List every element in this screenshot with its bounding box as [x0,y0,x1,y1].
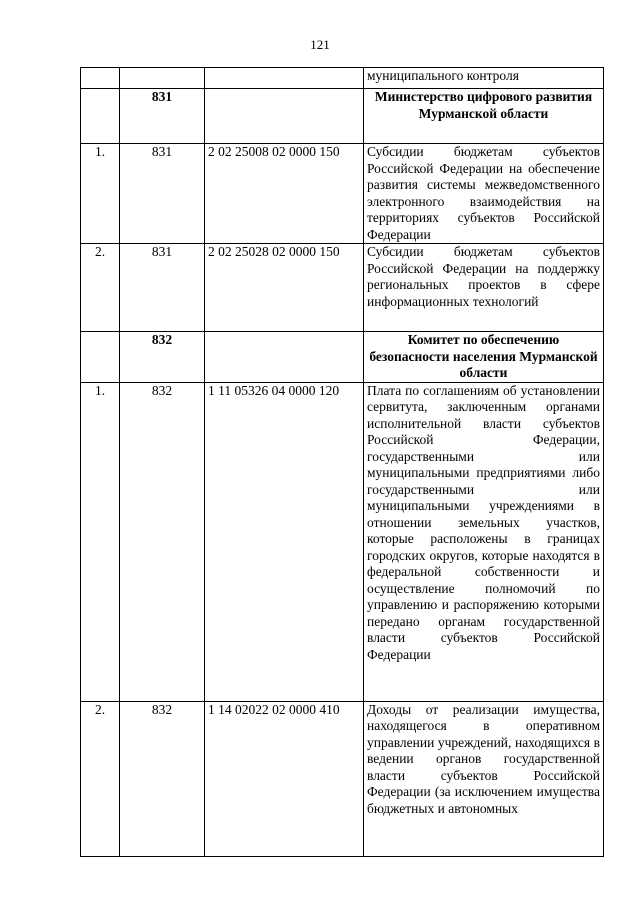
kbk-code-cell: 2 02 25008 02 0000 150 [205,144,364,244]
description-cell: Комитет по обеспечению безопасности населения Мурманской области [364,332,604,383]
kbk-code-cell: 2 02 25028 02 0000 150 [205,244,364,332]
section-row [81,332,604,383]
description-cell: Субсидии бюджетам субъектов Российской Федерации на поддержку региональных проектов в сфере информационных технологий [364,244,604,332]
admin-code-cell: 832 [120,382,205,701]
description-cell: муниципального контроля [364,68,604,89]
admin-code-cell: 831 [120,144,205,244]
admin-code-cell: 832 [120,701,205,856]
admin-code-cell: 831 [120,89,205,144]
description-cell: Плата по соглашениям об установлении сервитута, заключенным органами исполнительной власти субъектов Российской Федерации, государственными или муниципальными предприятиями либо государственными или муниципальными учреждениями в отношении земельных участков, которые расположены в границах городских округов, которые находятся в федеральной собственности и осуществление полномочий по управлению и распоряжению которыми передано органам государственной власти субъектов Российской Федерации [364,382,604,701]
page-number: 121 [310,37,330,52]
kbk-code-cell [205,89,364,144]
table-row [81,701,604,856]
kbk-code-cell: 1 11 05326 04 0000 120 [205,382,364,701]
table-body [81,68,604,857]
row-number-cell: 1. [81,144,120,244]
description-cell: Субсидии бюджетам субъектов Российской Федерации на обеспечение развития системы межведомственного электронного взаимодействия на территориях субъектов Российской Федерации [364,144,604,244]
section-row [81,89,604,144]
row-number-cell: 1. [81,382,120,701]
description-cell: Министерство цифрового развития Мурманской области [364,89,604,144]
table-row [81,244,604,332]
row-number-cell: 2. [81,244,120,332]
kbk-code-cell: 1 14 02022 02 0000 410 [205,701,364,856]
kbk-code-cell [205,68,364,89]
table-row [81,382,604,701]
revenue-table [80,67,604,857]
row-number-cell: 2. [81,701,120,856]
row-number-cell [81,68,120,89]
table-row [81,144,604,244]
continuation-row [81,68,604,89]
description-cell: Доходы от реализации имущества, находящегося в оперативном управлении учреждений, находящихся в ведении органов государственной власти субъектов Российской Федерации (за исключением имущества бюджетных и автономных [364,701,604,856]
admin-code-cell [120,68,205,89]
row-number-cell [81,89,120,144]
row-number-cell [81,332,120,383]
admin-code-cell: 832 [120,332,205,383]
kbk-code-cell [205,332,364,383]
admin-code-cell: 831 [120,244,205,332]
